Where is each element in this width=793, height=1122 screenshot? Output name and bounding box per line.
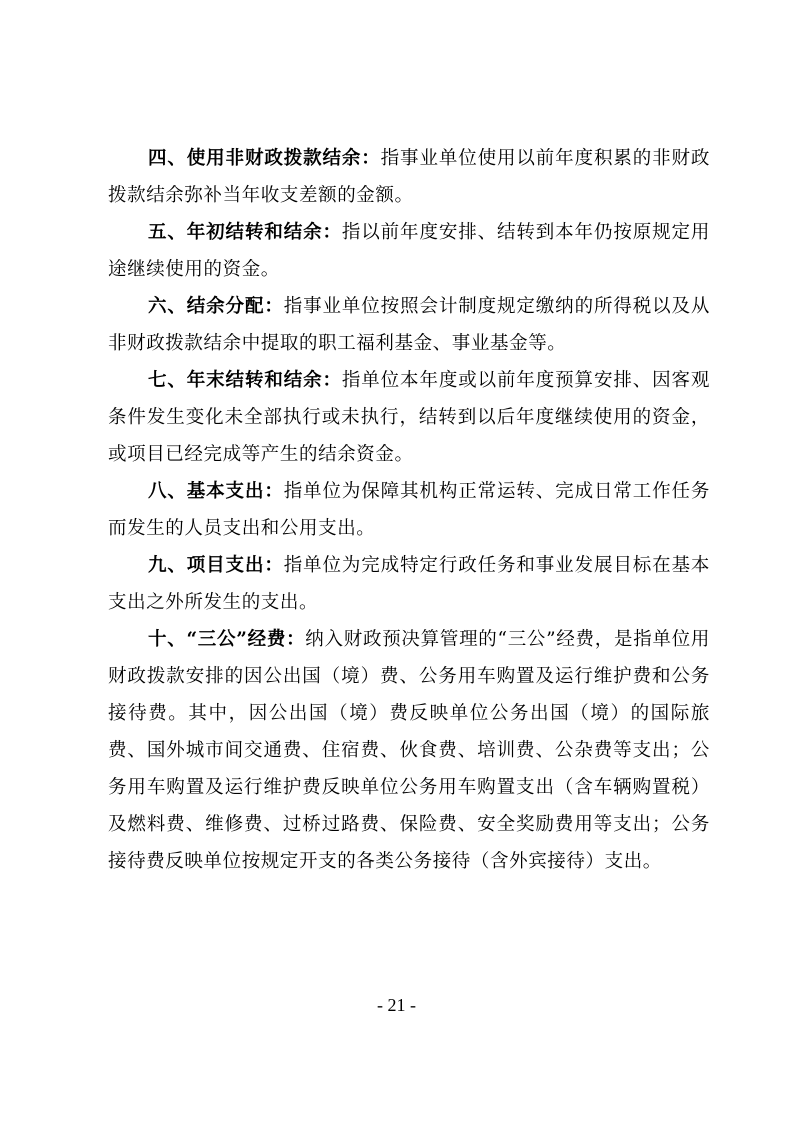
paragraph-surplus-distribution xyxy=(108,288,710,362)
paragraph-three-public-expenses xyxy=(108,621,710,880)
term-definition: 指单位为保障其机构正常运转、完成日常工作任务而发生的人员支出和公用支出。 xyxy=(108,481,711,539)
term-definition: 纳入财政预决算管理的“三公”经费，是指单位用财政拨款安排的因公出国（境）费、公务用车购置及运行维护费和公务接待费。其中，因公出国（境）费反映单位公务出国（境）的国际旅费、国外城市间交通费、住宿费、伙食费、培训费、公杂费等支出；公务用车购置及运行维护费反映单位公务用车购置支出（含车辆购置税）及燃料费、维修费、过桥过路费、保险费、安全奖励费用等支出；公务接待费反映单位按规定开支的各类公务接待（含外宾接待）支出。 xyxy=(108,629,710,872)
term-heading: 五、年初结转和结余： xyxy=(148,222,342,243)
term-heading: 九、项目支出： xyxy=(148,555,284,576)
term-definition: 指以前年度安排、结转到本年仍按原规定用途继续使用的资金。 xyxy=(108,222,710,280)
term-heading: 十、“三公”经费： xyxy=(148,629,306,650)
paragraph-basic-expenditure xyxy=(108,473,710,547)
paragraph-closing-carryover xyxy=(108,362,710,473)
term-heading: 四、使用非财政拨款结余： xyxy=(148,148,381,169)
term-heading: 七、年末结转和结余： xyxy=(148,370,342,391)
term-definition: 指事业单位按照会计制度规定缴纳的所得税以及从非财政拨款结余中提取的职工福利基金、事业基金等。 xyxy=(108,296,711,354)
term-definition: 指单位为完成特定行政任务和事业发展目标在基本支出之外所发生的支出。 xyxy=(108,555,711,613)
term-heading: 八、基本支出： xyxy=(148,481,284,502)
paragraph-project-expenditure xyxy=(108,547,710,621)
page-number: - 21 - xyxy=(377,995,416,1015)
term-definition: 指事业单位使用以前年度积累的非财政拨款结余弥补当年收支差额的金额。 xyxy=(108,148,710,206)
document-body xyxy=(108,140,710,880)
paragraph-opening-carryover xyxy=(108,214,710,288)
term-definition: 指单位本年度或以前年度预算安排、因客观条件发生变化未全部执行或未执行，结转到以后年度继续使用的资金，或项目已经完成等产生的结余资金。 xyxy=(108,370,710,465)
term-heading: 六、结余分配： xyxy=(148,296,284,317)
paragraph-nonfiscal-surplus-use xyxy=(108,140,710,214)
